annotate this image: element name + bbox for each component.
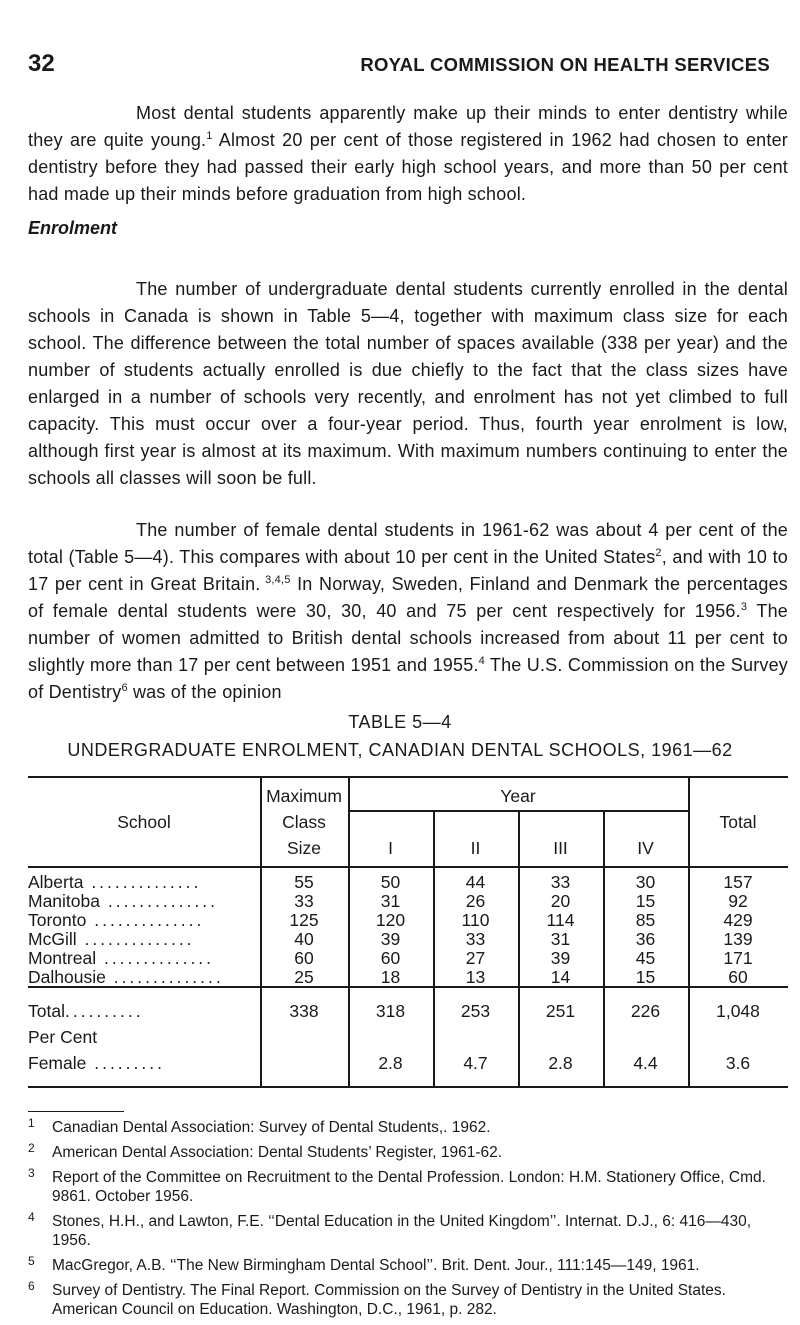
- cell-y3: 33: [550, 872, 571, 892]
- paragraph-female-students: [28, 517, 788, 706]
- cell-max: 55: [294, 872, 314, 892]
- footnote-ref: 6: [121, 682, 128, 694]
- footnote-text: Report of the Committee on Recruitment to the Dental Profession. London: H.M. Stationery Office, Cmd. 9861. October 1956.: [52, 1169, 766, 1205]
- dot-leader: .........: [86, 1053, 165, 1073]
- cell-max: 33: [294, 891, 314, 911]
- paragraph-text: was of the opinion: [127, 682, 282, 702]
- cell-y4: 15: [635, 967, 656, 987]
- cell-total: 60: [728, 967, 748, 987]
- table-label: TABLE 5—4: [348, 712, 452, 732]
- total-y3: 251: [545, 1001, 576, 1021]
- cell-y4: 85: [635, 910, 656, 930]
- percent-total: 3.6: [725, 1053, 751, 1073]
- cell-y3: 20: [550, 891, 571, 911]
- cell-y2: 13: [465, 967, 486, 987]
- cell-y1: 60: [380, 948, 401, 968]
- footnote-ref: 4: [478, 655, 485, 667]
- row-school-total: [28, 1001, 260, 1021]
- total-y4: 226: [630, 1001, 661, 1021]
- school-label: Alberta: [28, 872, 84, 892]
- dot-leader: ..............: [96, 948, 215, 968]
- total-y1: 318: [375, 1001, 406, 1021]
- row-school-montreal: [28, 948, 260, 968]
- cell-y4: 30: [635, 872, 656, 892]
- cell-y1: 18: [380, 967, 401, 987]
- cell-y2: 110: [461, 910, 490, 930]
- table-title: UNDERGRADUATE ENROLMENT, CANADIAN DENTAL SCHOOLS, 1961—62: [67, 740, 733, 760]
- footnote-item: [28, 1256, 790, 1275]
- table-rule-top: [28, 776, 788, 778]
- header-school: School: [117, 812, 171, 832]
- header-year-ii: II: [470, 838, 481, 858]
- paragraph-text: In Norway, Sweden, Finland and Denmark the percentages of female dental students were 30, 30, 40 and 75 per cent respectively for 1956.: [28, 574, 788, 621]
- paragraph-text: The U.S. Commission on the Survey of Dentistry: [28, 655, 788, 702]
- cell-total: 171: [723, 948, 753, 968]
- paragraph-text: , and with 10 to 17 per cent in Great Britain.: [28, 547, 788, 594]
- total-y2: 253: [460, 1001, 491, 1021]
- cell-y3: 39: [550, 948, 571, 968]
- cell-y2: 27: [465, 948, 486, 968]
- cell-y1: 120: [375, 910, 406, 930]
- cell-y1: 50: [380, 872, 401, 892]
- dot-leader: ..............: [100, 891, 218, 911]
- cell-y3: 14: [550, 967, 571, 987]
- percent-y2: 4.7: [463, 1053, 488, 1073]
- footnote-ref: 1: [206, 130, 213, 142]
- paragraph-enrolment: The number of undergraduate dental students currently enrolled in the dental schools in Canada is shown in Table 5—4, together with maximum class size for each school. The difference between the total number of spaces available (338 per year) and the number of students actually enrolled is due chiefly to the fact that the class sizes have enlarged in a number of schools very recently, and enrolment has not yet climbed to full capacity. This must occur over a four-year period. Thus, fourth year enrolment is low, although first year is almost at its maximum. With maximum numbers continuing to enter the schools all classes will soon be full.: [28, 279, 788, 488]
- school-label: Dalhousie: [28, 967, 106, 987]
- paragraph-young-students: [28, 100, 788, 208]
- row-school-dalhousie: [28, 967, 260, 987]
- paragraph-text: Most dental students apparently make up their minds to enter dentistry while they are quite young.: [28, 103, 788, 150]
- dot-leader: ..............: [76, 929, 195, 949]
- footnote-ref: 3,4,5: [260, 574, 291, 586]
- footnote-number: 6: [28, 1279, 35, 1293]
- footnote-item: [28, 1281, 790, 1319]
- header-max-line3: Size: [286, 838, 322, 858]
- cell-max: 60: [294, 948, 314, 968]
- footnote-divider: [28, 1111, 124, 1112]
- school-label: Toronto: [28, 910, 87, 930]
- row-school-manitoba: [28, 891, 260, 911]
- enrolment-table: [28, 776, 788, 1088]
- header-year-iii: III: [553, 838, 568, 858]
- cell-y4: 45: [635, 948, 656, 968]
- header-max-line2: Class: [282, 812, 326, 832]
- footnote-number: 4: [28, 1210, 35, 1224]
- footnote-text: American Dental Association: Dental Students’ Register, 1961-62.: [52, 1144, 503, 1161]
- footnote-text: Survey of Dentistry. The Final Report. Commission on the Survey of Dentistry in the United States. American Council on Education. Washington, D.C., 1961, p. 282.: [52, 1282, 726, 1318]
- dot-leader: ..............: [105, 967, 224, 987]
- cell-y2: 44: [465, 872, 486, 892]
- footnote-number: 1: [28, 1116, 35, 1130]
- cell-y4: 15: [635, 891, 656, 911]
- school-label: McGill: [28, 929, 77, 949]
- footnote-number: 3: [28, 1166, 35, 1180]
- section-heading-enrolment: Enrolment: [28, 218, 118, 238]
- cell-y2: 33: [465, 929, 486, 949]
- cell-y1: 31: [380, 891, 401, 911]
- paragraph-text: Almost 20 per cent of those registered in 1962 had chosen to enter dentistry before they had passed their early high school years, and more than 50 per cent had made up their minds before graduation from high school.: [28, 130, 788, 204]
- percent-y4: 4.4: [633, 1053, 658, 1073]
- cell-max: 125: [289, 910, 319, 930]
- cell-y2: 26: [465, 891, 486, 911]
- row-school-mcgill: [28, 929, 260, 949]
- footnote-item: [28, 1212, 790, 1250]
- footnote-text: Canadian Dental Association: Survey of Dental Students,. 1962.: [52, 1119, 491, 1136]
- cell-total: 92: [728, 891, 748, 911]
- table-rule-bottom: [28, 1086, 788, 1088]
- cell-y3: 31: [550, 929, 571, 949]
- row-label-female: [28, 1053, 260, 1073]
- female-label: Female: [28, 1053, 87, 1073]
- dot-leader: ..........: [64, 1001, 144, 1021]
- footnote-ref: 2: [655, 547, 662, 559]
- footnote-item: [28, 1143, 790, 1162]
- total-max: 338: [289, 1001, 319, 1021]
- percent-y1: 2.8: [378, 1053, 403, 1073]
- total-total: 1,048: [716, 1001, 760, 1021]
- row-school-alberta: [28, 872, 260, 892]
- page-number: 32: [28, 50, 55, 77]
- footnote-text: MacGregor, A.B. ‘‘The New Birmingham Dental School’’. Brit. Dent. Jour., 111:145—149, 1961.: [52, 1257, 700, 1274]
- header-max-line1: Maximum: [266, 786, 342, 806]
- header-year-i: I: [388, 838, 393, 858]
- percent-y3: 2.8: [548, 1053, 573, 1073]
- dot-leader: ..............: [86, 910, 205, 930]
- header-total: Total: [719, 812, 757, 832]
- running-title: ROYAL COMMISSION ON HEALTH SERVICES: [360, 54, 770, 75]
- table-rule-header-bottom: [28, 866, 788, 868]
- footnote-number: 5: [28, 1254, 35, 1268]
- cell-total: 157: [723, 872, 753, 892]
- school-label: Manitoba: [28, 891, 100, 911]
- header-year: Year: [500, 786, 536, 806]
- footnote-ref: 3: [740, 601, 748, 613]
- row-school-toronto: [28, 910, 260, 930]
- paragraph-text: The number of female dental students in 1961-62 was about 4 per cent of the total (Table 5—4). This compares with about 10 per cent in the United States: [28, 520, 788, 567]
- footnote-item: [28, 1168, 790, 1206]
- footnote-number: 2: [28, 1141, 35, 1155]
- cell-max: 40: [294, 929, 314, 949]
- cell-max: 25: [294, 967, 314, 987]
- cell-y1: 39: [380, 929, 401, 949]
- footnote-item: [28, 1118, 790, 1137]
- footnote-list: [28, 1118, 790, 1325]
- footnote-text: Stones, H.H., and Lawton, F.E. ‘‘Dental Education in the United Kingdom’’. Internat. D.J., 6: 416—430, 1956.: [52, 1213, 752, 1249]
- paragraph-text: The number of women admitted to British dental schools increased from about 11 per cent to slightly more than 17 per cent between 1951 and 1955.: [28, 601, 788, 675]
- header-year-iv: IV: [637, 838, 654, 858]
- cell-y3: 114: [546, 910, 575, 930]
- cell-y4: 36: [635, 929, 656, 949]
- cell-total: 429: [723, 910, 753, 930]
- cell-total: 139: [723, 929, 753, 949]
- row-label-per-cent: Per Cent: [28, 1027, 98, 1047]
- running-head: [28, 50, 770, 80]
- dot-leader: ..............: [83, 872, 202, 892]
- school-label: Montreal: [28, 948, 97, 968]
- school-label: Total: [28, 1001, 65, 1021]
